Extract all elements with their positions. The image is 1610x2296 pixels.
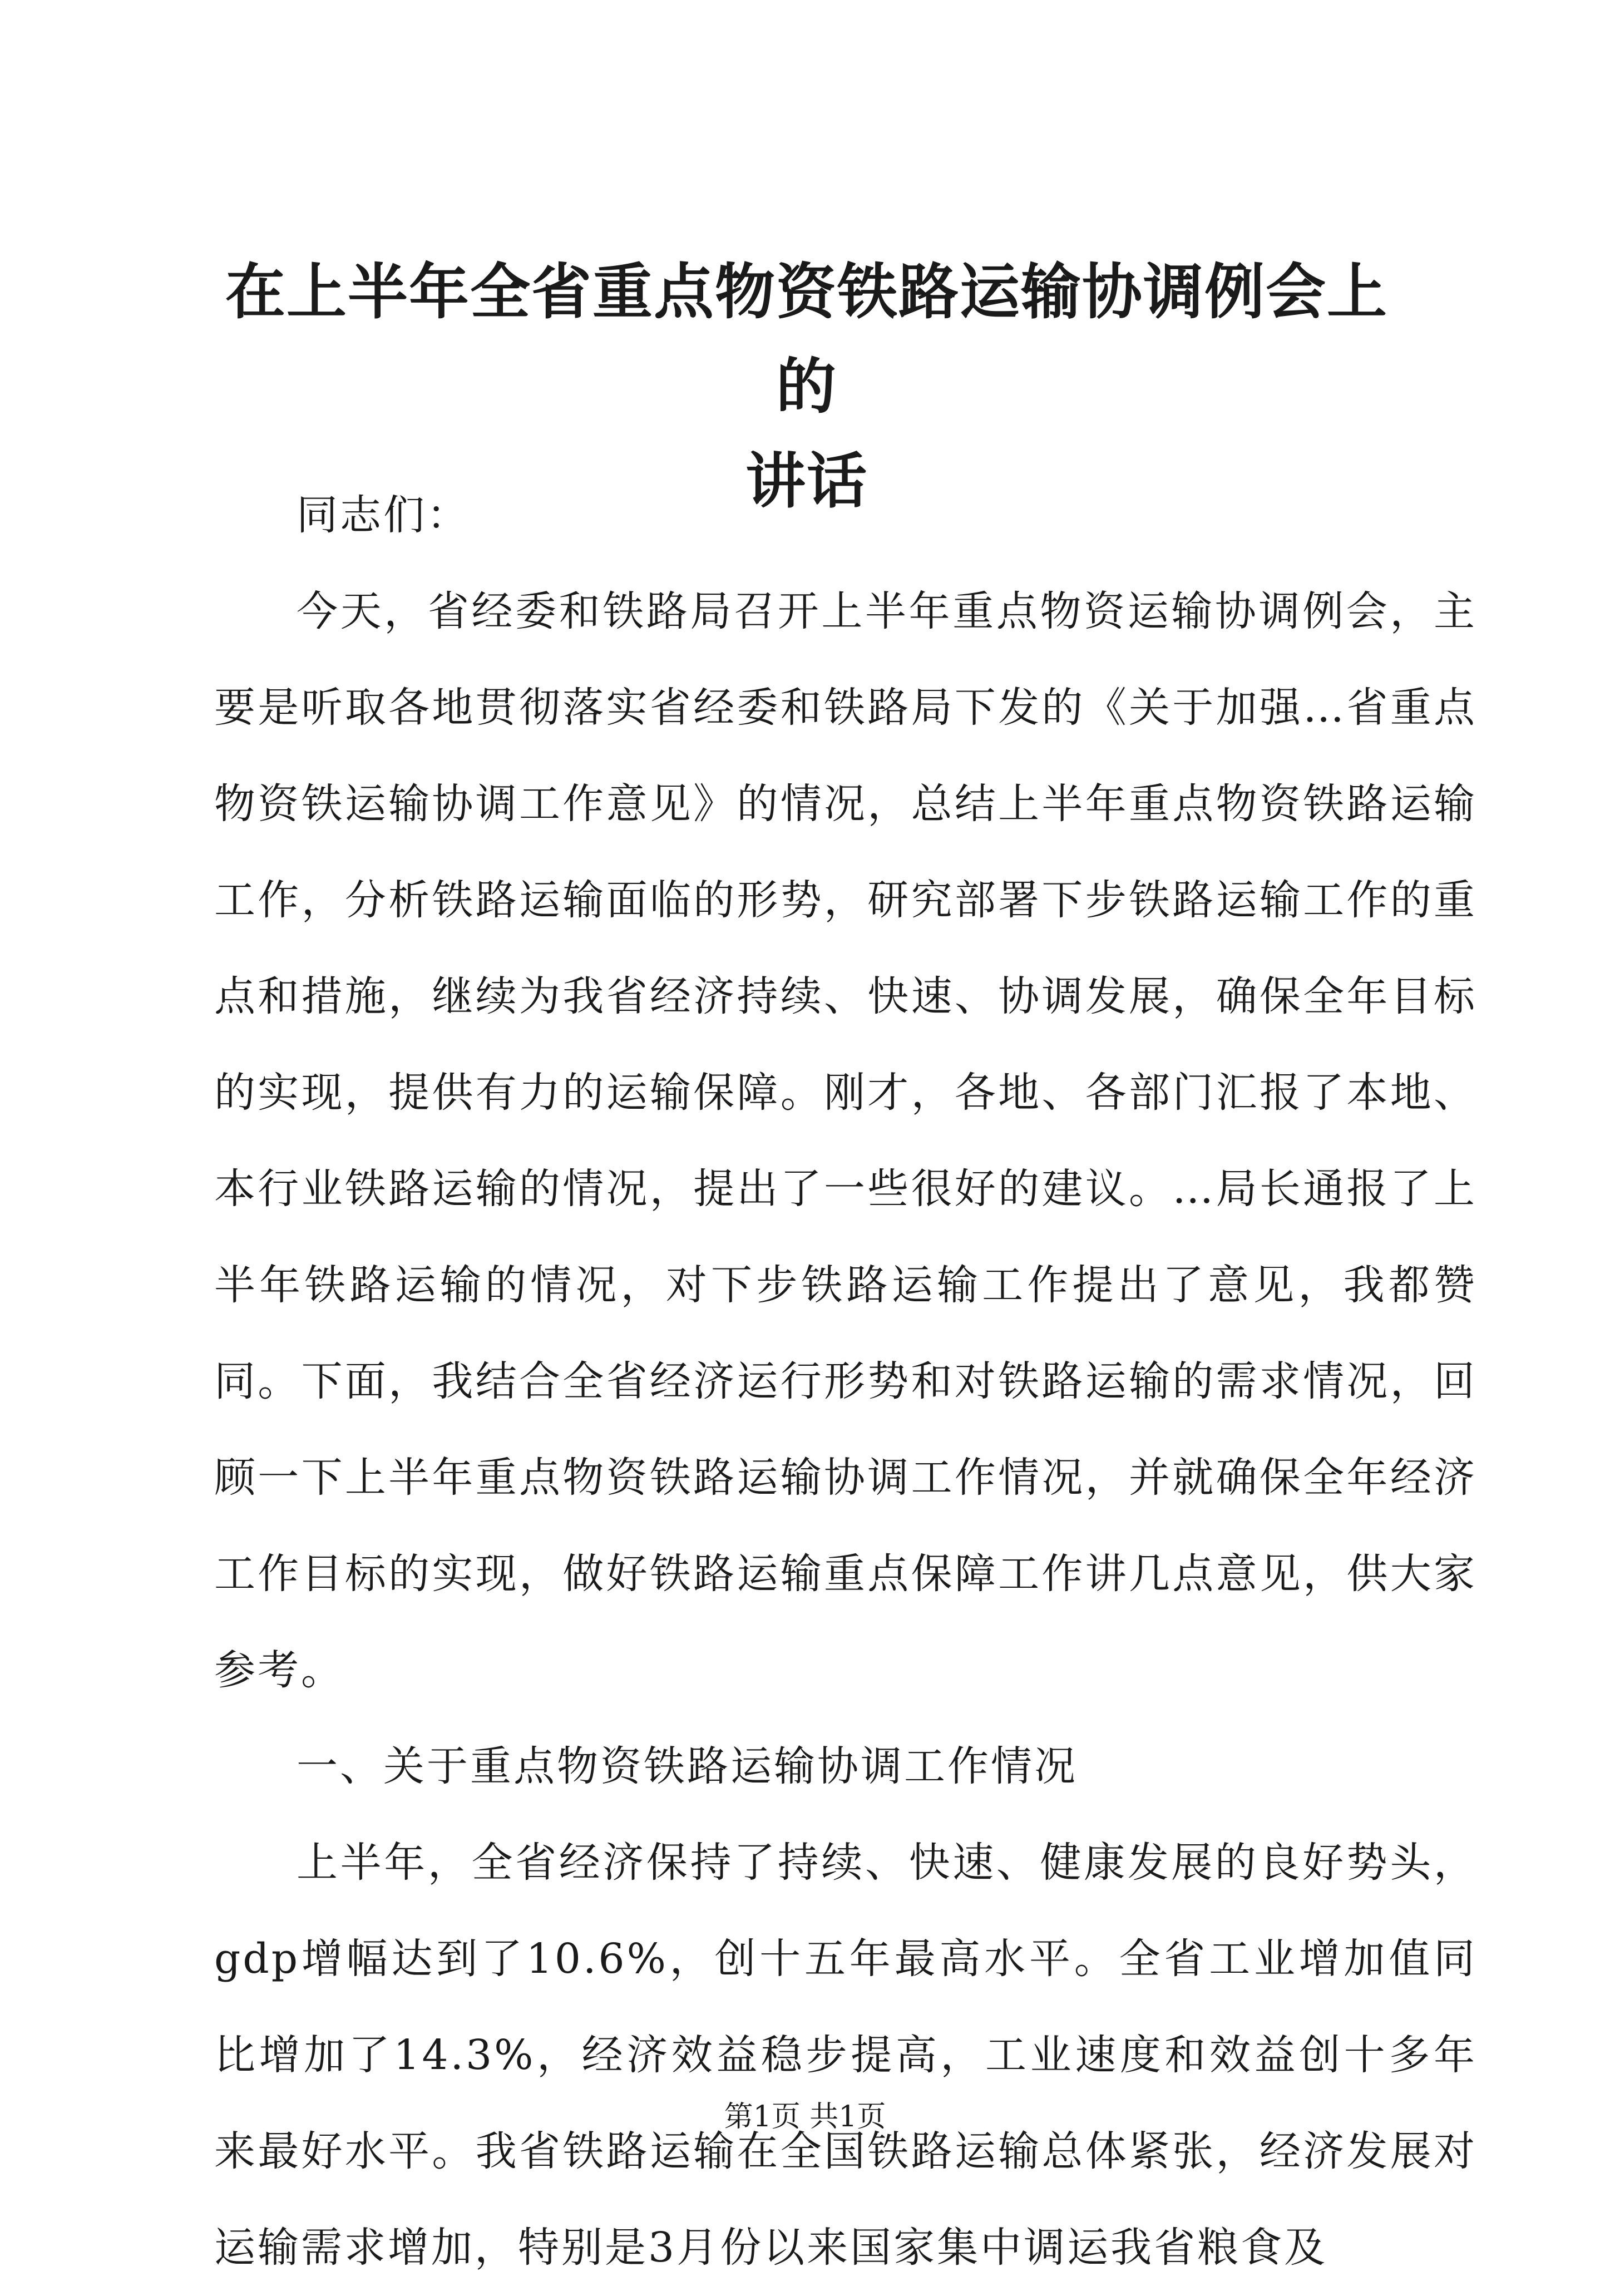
salutation: 同志们：: [297, 491, 470, 539]
title-line-1: 在上半年全省重点物资铁路运输协调例会上的: [225, 257, 1388, 422]
title-line-2: 讲话: [745, 446, 868, 516]
page-footer: 第1页 共1页: [724, 2100, 886, 2134]
paragraph-section-1: 上半年，全省经济保持了持续、快速、健康发展的良好势头，gdp增幅达到了10.6%，创十五年最高水平。全省工业增加值同比增加了14.3%，经济效益稳步提高，工业速度和效益创十多年来最好水平。我省铁路运输在全国铁路运输总体紧张，经济发展对运输需求增加，特别是3月份以来国家集中调运我省粮食及: [214, 1839, 1477, 2272]
document-body: [214, 467, 1477, 2296]
paragraph-intro: 今天，省经委和铁路局召开上半年重点物资运输协调例会，主要是听取各地贯彻落实省经委和铁路局下发的《关于加强…省重点物资铁运输协调工作意见》的情况，总结上半年重点物资铁路运输工作，分析铁路运输面临的形势，研究部署下步铁路运输工作的重点和措施，继续为我省经济持续、快速、协调发展，确保全年目标的实现，提供有力的运输保障。刚才，各地、各部门汇报了本地、本行业铁路运输的情况，提出了一些很好的建议。…局长通报了上半年铁路运输的情况，对下步铁路运输工作提出了意见，我都赞同。下面，我结合全省经济运行形势和对铁路运输的需求情况，回顾一下上半年重点物资铁路运输协调工作情况，并就确保全年经济工作目标的实现，做好铁路运输重点保障工作讲几点意见，供大家参考。: [214, 587, 1477, 1694]
section-heading-1: 一、关于重点物资铁路运输协调工作情况: [297, 1742, 1078, 1790]
